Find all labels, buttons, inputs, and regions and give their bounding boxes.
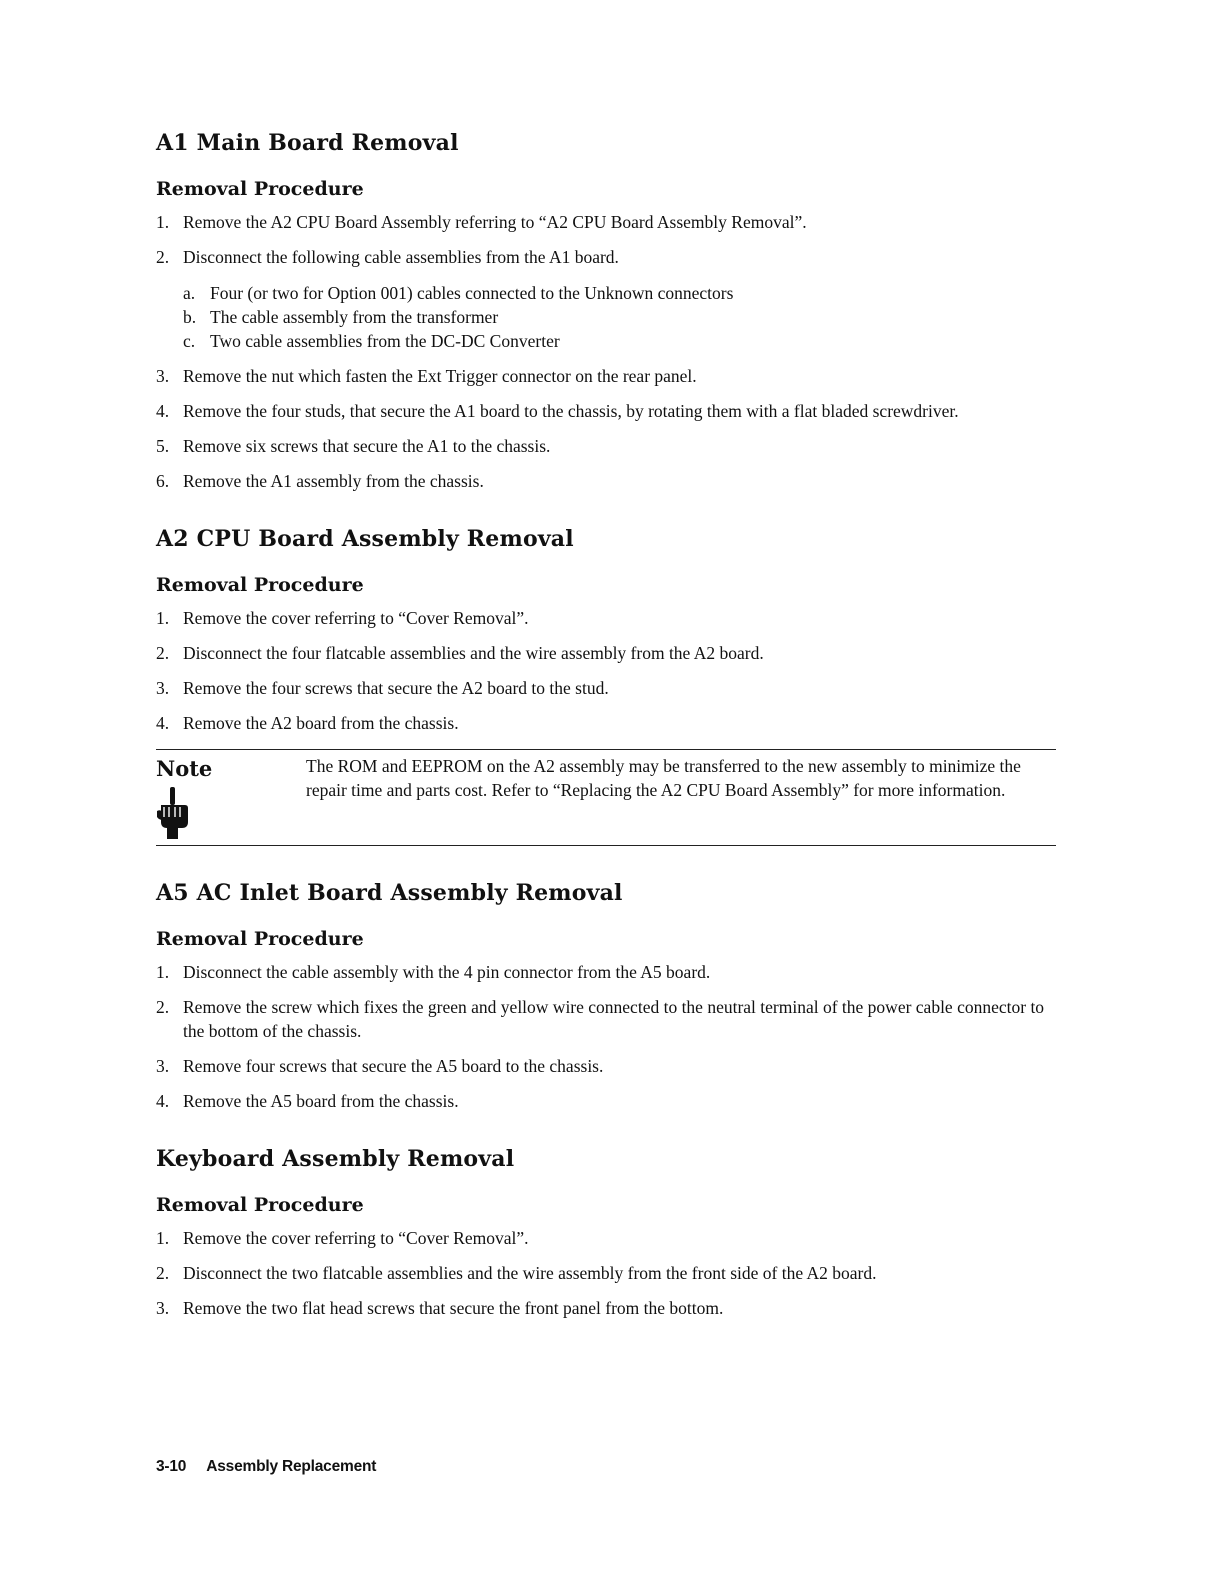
step-item bbox=[156, 1054, 1056, 1078]
note-label-column bbox=[156, 754, 306, 839]
step-number: 6. bbox=[156, 471, 170, 491]
substep-item bbox=[183, 305, 1056, 329]
chapter-title: Assembly Replacement bbox=[206, 1458, 377, 1475]
substep-item bbox=[183, 329, 1056, 353]
step-item bbox=[156, 469, 1056, 493]
step-item bbox=[156, 210, 1056, 234]
step-text: Disconnect the following cable assemblies from the A1 board. bbox=[183, 247, 619, 267]
section-subtitle: Removal Procedure bbox=[156, 1194, 364, 1216]
step-item bbox=[156, 1261, 1056, 1285]
step-item bbox=[156, 641, 1056, 665]
step-number: 3. bbox=[156, 678, 170, 698]
step-number: 4. bbox=[156, 401, 170, 421]
section-title: A2 CPU Board Assembly Removal bbox=[156, 526, 574, 552]
step-text: Disconnect the cable assembly with the 4 pin connector from the A5 board. bbox=[183, 962, 711, 982]
note-label: Note bbox=[156, 756, 213, 781]
section-a2-cpu-board bbox=[156, 526, 1056, 846]
step-number: 2. bbox=[156, 1263, 170, 1283]
step-list bbox=[156, 1226, 1056, 1320]
step-number: 3. bbox=[156, 1056, 170, 1076]
step-item bbox=[156, 364, 1056, 388]
step-item bbox=[156, 676, 1056, 700]
step-list bbox=[156, 210, 1056, 493]
substep-letter: a. bbox=[183, 283, 196, 303]
section-subtitle: Removal Procedure bbox=[156, 178, 364, 200]
substep-text: Two cable assemblies from the DC-DC Converter bbox=[210, 331, 560, 351]
step-text: Disconnect the two flatcable assemblies and the wire assembly from the front side of the A2 board. bbox=[183, 1263, 877, 1283]
step-item bbox=[156, 434, 1056, 458]
step-item bbox=[156, 399, 1056, 423]
step-number: 4. bbox=[156, 1091, 170, 1111]
step-item bbox=[156, 1089, 1056, 1113]
substep-list bbox=[183, 281, 1056, 353]
substep-text: Four (or two for Option 001) cables connected to the Unknown connectors bbox=[210, 283, 734, 303]
note-text: The ROM and EEPROM on the A2 assembly may be transferred to the new assembly to minimize the repair time and parts cost. Refer to “Replacing the A2 CPU Board Assembly” for more information. bbox=[306, 756, 1021, 800]
section-keyboard-assembly bbox=[156, 1146, 1056, 1320]
step-text: Remove the A1 assembly from the chassis. bbox=[183, 471, 484, 491]
step-item bbox=[156, 711, 1056, 735]
section-title: A1 Main Board Removal bbox=[156, 130, 459, 156]
page-footer bbox=[156, 1458, 376, 1476]
step-text: Remove the four screws that secure the A2 board to the stud. bbox=[183, 678, 609, 698]
step-text: Remove the A5 board from the chassis. bbox=[183, 1091, 459, 1111]
page-number: 3-10 bbox=[156, 1458, 187, 1475]
step-number: 5. bbox=[156, 436, 170, 456]
step-text: Remove six screws that secure the A1 to the chassis. bbox=[183, 436, 551, 456]
step-item bbox=[156, 1226, 1056, 1250]
step-number: 2. bbox=[156, 247, 170, 267]
section-title: Keyboard Assembly Removal bbox=[156, 1146, 515, 1172]
section-title: A5 AC Inlet Board Assembly Removal bbox=[156, 880, 623, 906]
step-item bbox=[156, 995, 1056, 1043]
step-number: 1. bbox=[156, 212, 170, 232]
step-number: 4. bbox=[156, 713, 170, 733]
step-text: Remove the cover referring to “Cover Removal”. bbox=[183, 1228, 529, 1248]
step-text: Remove the nut which fasten the Ext Trigger connector on the rear panel. bbox=[183, 366, 697, 386]
step-text: Remove the A2 board from the chassis. bbox=[183, 713, 459, 733]
step-item bbox=[156, 1296, 1056, 1320]
pointing-hand-icon bbox=[156, 787, 190, 839]
substep-text: The cable assembly from the transformer bbox=[210, 307, 499, 327]
section-a1-main-board bbox=[156, 130, 1056, 493]
step-number: 2. bbox=[156, 643, 170, 663]
step-text: Remove the four studs, that secure the A1 board to the chassis, by rotating them with a flat bladed screwdriver. bbox=[183, 401, 959, 421]
substep-letter: b. bbox=[183, 307, 197, 327]
note-callout bbox=[156, 749, 1056, 846]
step-number: 1. bbox=[156, 962, 170, 982]
document-page bbox=[156, 130, 1056, 1331]
step-number: 2. bbox=[156, 997, 170, 1017]
section-a5-ac-inlet-board bbox=[156, 880, 1056, 1113]
step-text: Remove the screw which fixes the green and yellow wire connected to the neutral terminal of the power cable connector to the bottom of the chassis. bbox=[183, 997, 1045, 1041]
substep-letter: c. bbox=[183, 331, 196, 351]
step-text: Disconnect the four flatcable assemblies and the wire assembly from the A2 board. bbox=[183, 643, 764, 663]
step-list bbox=[156, 606, 1056, 735]
step-number: 1. bbox=[156, 1228, 170, 1248]
step-text: Remove the cover referring to “Cover Removal”. bbox=[183, 608, 529, 628]
step-text: Remove the A2 CPU Board Assembly referring to “A2 CPU Board Assembly Removal”. bbox=[183, 212, 807, 232]
substep-item bbox=[183, 281, 1056, 305]
section-subtitle: Removal Procedure bbox=[156, 574, 364, 596]
step-item bbox=[156, 960, 1056, 984]
step-list bbox=[156, 960, 1056, 1113]
step-item bbox=[156, 245, 1056, 353]
step-text: Remove four screws that secure the A5 board to the chassis. bbox=[183, 1056, 604, 1076]
section-subtitle: Removal Procedure bbox=[156, 928, 364, 950]
step-text: Remove the two flat head screws that secure the front panel from the bottom. bbox=[183, 1298, 724, 1318]
step-number: 3. bbox=[156, 1298, 170, 1318]
step-number: 3. bbox=[156, 366, 170, 386]
step-item bbox=[156, 606, 1056, 630]
step-number: 1. bbox=[156, 608, 170, 628]
